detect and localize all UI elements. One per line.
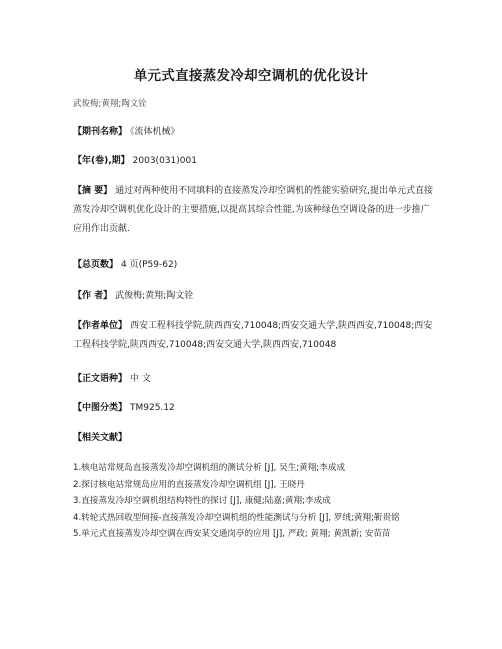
field-value: 武俊梅;黄翔;陶文铨 [115, 291, 194, 301]
field-journal [73, 124, 433, 140]
reference-item: 3.直接蒸发冷却空调机组结构特性的探讨 [J], 康健;陆嘉;黄翔;李成成 [73, 496, 331, 506]
reference-item: 1.核电站常规岛直接蒸发冷却空调机组的测试分析 [J], 吴生;黄翔;李成成 [73, 463, 346, 473]
field-language [73, 371, 433, 387]
field-clc [73, 400, 433, 416]
field-abstract [73, 182, 433, 239]
field-label: 【作 者】 [73, 291, 113, 301]
field-label: 【摘 要】 [73, 186, 113, 196]
field-label: 【年(卷),期】 [73, 156, 130, 166]
field-related [73, 430, 433, 446]
field-total-pages [73, 257, 433, 273]
field-value: 《流体机械》 [130, 127, 180, 137]
document-title: 单元式直接蒸发冷却空调机的优化设计 [133, 68, 369, 84]
field-value: 中 文 [130, 374, 151, 384]
reference-item: 5.单元式直接蒸发冷却空调在西安某交通岗亭的应用 [J], 严政; 黄翔; 黄凯新; 安苗苗 [73, 529, 391, 539]
authors-line: 武俊梅;黄翔;陶文铨 [73, 99, 147, 109]
field-label: 【正文语种】 [73, 374, 128, 384]
field-value: 2003(031)001 [132, 156, 197, 166]
field-value: 通过对两种使用不同填料的直接蒸发冷却空调机的性能实验研究,提出单元式直接蒸发冷却空调机优化设计的主要措施,以提高其综合性能,为该种绿色空调设备的进一步推广应用作出贡献. [73, 186, 434, 234]
field-label: 【期刊名称】 [73, 127, 128, 137]
field-value: 西安工程科技学院,陕西西安,710048;西安交通大学,陕西西安,710048;西安工程科技学院,陕西西安,710048;西安交通大学,陕西西安,710048 [73, 321, 433, 350]
field-affiliation [73, 317, 433, 355]
field-label: 【相关文献】 [73, 433, 128, 443]
field-author [73, 288, 433, 304]
field-label: 【总页数】 [73, 260, 119, 270]
field-label: 【作者单位】 [73, 321, 128, 331]
reference-item: 2.探讨核电站常规岛应用的直接蒸发冷却空调机组 [J], 王晓丹 [73, 479, 305, 490]
reference-list [73, 462, 433, 545]
field-value: TM925.12 [130, 403, 175, 413]
field-label: 【中图分类】 [73, 403, 128, 413]
field-year-issue [73, 153, 433, 169]
field-value: 4 页(P59-62) [121, 260, 178, 270]
reference-item: 4.转轮式热回收型间接-直接蒸发冷却空调机组的性能测试与分析 [J], 罗绒;黄翔;靳贵铭 [73, 512, 400, 523]
